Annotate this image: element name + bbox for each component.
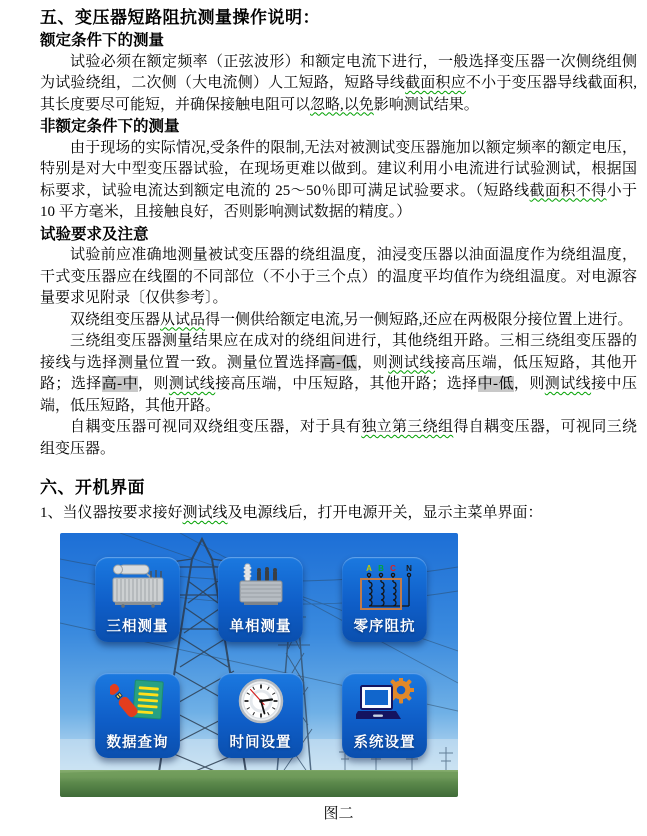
text-run: 接高压端，中压短路，其他开路；选择	[215, 376, 478, 392]
paragraph-winding-temperature	[40, 245, 637, 310]
button-label: 单相测量	[229, 618, 292, 635]
single-phase-measure-button[interactable]	[218, 557, 303, 642]
text-run: 从试品	[160, 311, 206, 328]
text-run: 测试线	[544, 376, 592, 392]
button-label: 时间设置	[229, 734, 292, 751]
text-run: 截面积应	[405, 75, 466, 91]
text-run: 截面积不得	[529, 182, 607, 199]
text-run: 得自耦变压器，可视同三绕组变压器。	[40, 419, 637, 457]
zero-sequence-impedance-button[interactable]	[342, 557, 427, 642]
text-run: 接高压端，低压短路，其他开路；选择	[40, 354, 637, 392]
figure-caption: 图二	[323, 805, 354, 822]
system-setting-button[interactable]	[342, 673, 427, 758]
paragraph-power-on-step	[40, 503, 637, 525]
text-run: 及电源线后，打开电源开关，显示主菜单界面：	[227, 505, 543, 521]
text-run: ，则	[513, 376, 545, 392]
text-run: 影响测试结果。	[373, 96, 479, 113]
text-run: 测试线	[182, 505, 228, 521]
paragraph-two-winding	[40, 310, 637, 332]
zero-sequence-winding-diagram-icon	[342, 562, 427, 612]
button-label: 零序阻抗	[353, 618, 416, 635]
text-run: 忽略,以免	[310, 96, 374, 113]
paragraph-rated-conditions	[40, 52, 637, 117]
text-run: 高-低	[320, 354, 358, 371]
text-run: 三绕组变压器测量结果应在成对的绕组间进行，其他绕组开路。三相三绕组变压器的接线与选择测量位置一致。测量位置选择	[40, 333, 637, 371]
button-label: 数据查询	[106, 734, 169, 751]
paragraph-autotransformer	[40, 417, 637, 460]
time-setting-button[interactable]	[218, 673, 303, 758]
three-phase-measure-button[interactable]	[95, 557, 180, 642]
text-run: 独立第三绕组	[361, 419, 454, 435]
text-run: ，则	[357, 354, 389, 371]
text-run: 1、当仪器按要求接好	[40, 505, 183, 521]
text-run: 由于现场的实际情况,受条件的限制,无法对被测试变压器施加以额定频率的额定电压，特别是对大中型变压器试验，在现场更难以做到。建议利用小电流进行试验测试，根据国标要求，试验电流达到额定电流的 25～50％即可满足试验要求。（短路线	[40, 139, 637, 199]
heading-test-requirements: 试验要求及注意	[40, 225, 149, 243]
text-run: 测试线	[388, 354, 436, 371]
text-run: 高-中	[101, 376, 139, 392]
analog-clock-icon	[218, 678, 303, 724]
data-query-button[interactable]	[95, 673, 180, 758]
section-5-title: 五、变压器短路阻抗测量操作说明：	[40, 8, 320, 27]
text-run: 得一侧供给额定电流,另一侧短路,还应在两极限分接位置上进行。	[205, 311, 633, 328]
text-run: 中-低	[477, 376, 514, 392]
text-run: 小于 10 平方毫米，且接触良好，否则影响测试数据的精度。）	[40, 182, 637, 220]
button-label: 三相测量	[106, 618, 169, 635]
button-label: 系统设置	[353, 734, 416, 751]
svg-text:A: A	[365, 563, 372, 573]
usb-drive-document-icon	[95, 678, 180, 724]
text-run: 试验前应准确地测量被试变压器的绕组温度，油浸变压器以油面温度作为绕组温度，干式变压器应在线圈的不同部位（不小于三个点）的温度平均值作为绕组温度。对电源容量要求见附录〔仅供参考〕。	[40, 247, 637, 306]
text-run: ，则	[138, 376, 169, 392]
laptop-gear-icon	[342, 678, 427, 724]
svg-text:C: C	[389, 563, 396, 573]
text-run: 自耦变压器可视同双绕组变压器，对于具有	[70, 419, 362, 435]
text-run: 试验必须在额定频率（正弦波形）和额定电流下进行，一般选择变压器一次侧绕组侧为试验绕组，二次侧（大电流侧）人工短路，短路导线	[40, 53, 637, 91]
text-run: 双绕组变压器	[70, 311, 161, 328]
heading-rated-conditions: 额定条件下的测量	[40, 32, 165, 49]
heading-unrated-conditions: 非额定条件下的测量	[40, 118, 180, 135]
device-main-menu-screenshot	[60, 533, 458, 797]
section-6-title: 六、开机界面	[40, 478, 145, 497]
svg-text:N: N	[405, 563, 412, 573]
three-phase-transformer-icon	[95, 562, 180, 608]
text-run: 不小于变压器导线截面积,其长度要尽可能短，并确保接触电阻可以	[40, 75, 637, 113]
svg-text:B: B	[377, 563, 384, 573]
text-run: 测试线	[168, 376, 216, 392]
single-phase-transformer-icon	[218, 562, 303, 608]
paragraph-unrated-conditions	[40, 138, 637, 224]
figure-2	[40, 533, 637, 825]
paragraph-three-winding	[40, 331, 637, 417]
text-run: 接中压端，低压短路，其他开路。	[40, 376, 637, 414]
